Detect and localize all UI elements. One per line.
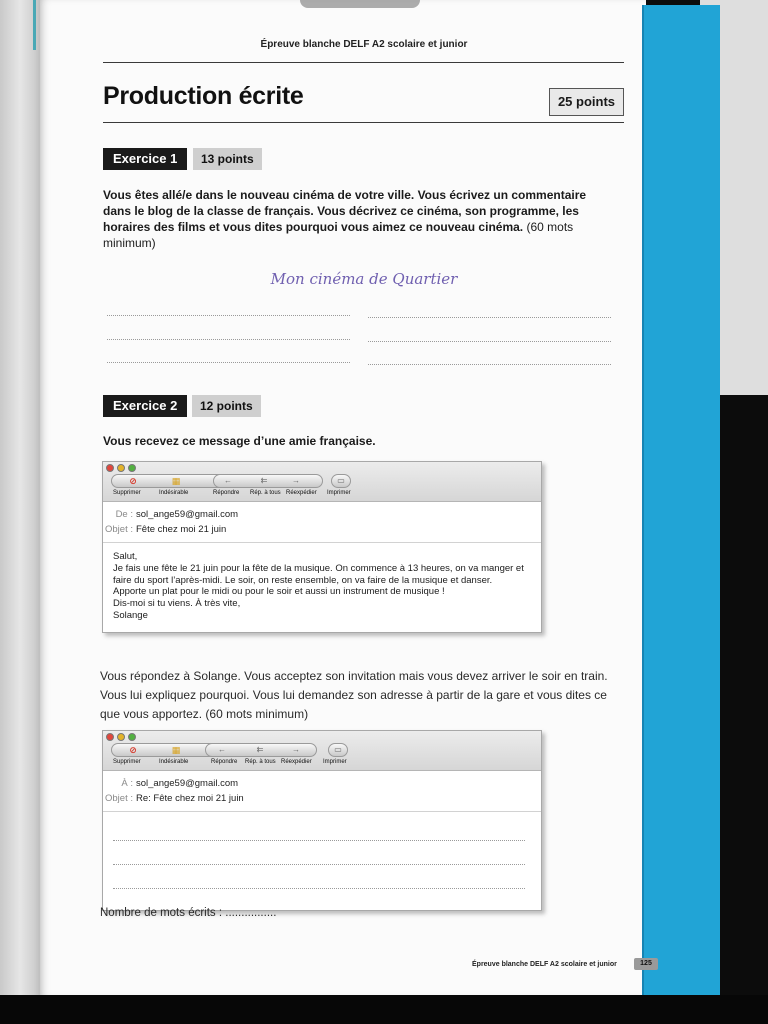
running-header: Épreuve blanche DELF A2 scolaire et junior [260, 39, 468, 50]
print-icon[interactable]: ▭ [334, 745, 342, 754]
from-address: sol_ange59@gmail.com [136, 509, 239, 520]
answer-line[interactable] [107, 339, 350, 340]
subject-label: Objet : [105, 793, 133, 804]
left-page-edge [0, 0, 42, 996]
word-count-label: Nombre de mots écrits : [100, 907, 223, 919]
email-paragraph: Je fais une fête le 21 juin pour la fête de la musique. On commence à 13 heures, on va manger et faire du sport l’après-midi. Le soir, on reste ensemble, on va faire de la musique et danser. [113, 562, 524, 586]
to-row [103, 776, 531, 791]
exercise-1-instructions-text: Vous êtes allé/e dans le nouveau cinéma de votre ville. Vous écrivez un commentaire dans le blog de la classe de français. Vous décrivez ce cinéma, son programme, les horaires des films et vous dites pourquoi vous aimez ce nouveau cinéma. [103, 188, 587, 234]
reply-all-icon[interactable]: ⇇ [260, 476, 268, 485]
reply-all-icon[interactable]: ⇇ [256, 745, 264, 754]
print-button-label[interactable]: Imprimer [323, 759, 347, 765]
junk-button-label[interactable]: Indésirable [159, 759, 189, 765]
subject-value[interactable]: Re: Fête chez moi 21 juin [136, 793, 244, 804]
page-number: 125 [634, 958, 658, 970]
handwritten-answer-title: Mon cinéma de Quartier [270, 270, 458, 288]
page-edge-strip [642, 5, 720, 996]
word-count-row [100, 904, 620, 923]
close-window-icon[interactable] [106, 464, 114, 472]
email-toolbar [103, 731, 541, 771]
close-window-icon[interactable] [106, 733, 114, 741]
delete-button-label[interactable]: Supprimer [113, 759, 141, 765]
forward-button-label[interactable]: Réexpédier [286, 490, 317, 496]
answer-line[interactable] [368, 341, 611, 342]
reply-email-window [102, 730, 542, 911]
answer-line[interactable] [113, 888, 525, 889]
minimize-window-icon[interactable] [117, 464, 125, 472]
title-rule [103, 122, 624, 123]
reply-all-button-label[interactable]: Rép. à tous [250, 490, 281, 496]
answer-line[interactable] [368, 364, 611, 365]
exercise-2-task: Vous répondez à Solange. Vous acceptez son invitation mais vous devez arriver le soir en train. Vous lui expliquez pourquoi. Vous lui demandez son adresse à partir de la gare et vous dites ce que vous apportez. (60 mots minimum) [100, 669, 608, 721]
email-toolbar [103, 462, 541, 502]
print-icon[interactable]: ▭ [337, 476, 345, 485]
delete-button-label[interactable]: Supprimer [113, 490, 141, 496]
exercise-1-min-words: (60 mots minimum) [103, 220, 574, 250]
junk-icon[interactable]: ▦ [171, 745, 181, 755]
to-address[interactable]: sol_ange59@gmail.com [136, 778, 239, 789]
received-email-window [102, 461, 542, 633]
email-header-fields [103, 502, 541, 543]
reply-icon[interactable]: ← [224, 476, 232, 485]
answer-line[interactable] [107, 362, 350, 363]
word-count-blank[interactable]: ................ [225, 907, 277, 919]
exercise-1-instructions [103, 187, 613, 251]
scan-bottom-band [0, 995, 768, 1024]
subject-value: Fête chez moi 21 juin [136, 524, 227, 535]
email-body [103, 543, 541, 632]
zoom-window-icon[interactable] [128, 464, 136, 472]
forward-button-label[interactable]: Réexpédier [281, 759, 312, 765]
delete-icon[interactable]: ⊘ [129, 745, 137, 755]
exercise-1-label: Exercice 1 [103, 148, 187, 170]
forward-icon[interactable]: → [292, 745, 300, 754]
running-footer: Épreuve blanche DELF A2 scolaire et junior [472, 961, 617, 968]
subject-row [103, 791, 531, 806]
exercise-2-label: Exercice 2 [103, 395, 187, 417]
email-greeting: Salut, [113, 551, 138, 562]
delete-icon[interactable]: ⊘ [129, 476, 137, 486]
answer-line[interactable] [113, 864, 525, 865]
window-controls [106, 733, 136, 741]
print-button-label[interactable]: Imprimer [327, 490, 351, 496]
forward-icon[interactable]: → [292, 476, 300, 485]
reply-all-button-label[interactable]: Rép. à tous [245, 759, 276, 765]
email-header-fields [103, 771, 541, 812]
from-label: De : [115, 509, 133, 520]
exercise-2-intro: Vous recevez ce message d’une amie française. [103, 434, 376, 448]
header-rule [103, 62, 624, 63]
junk-button-label[interactable]: Indésirable [159, 490, 189, 496]
subject-row [103, 522, 531, 537]
exercise-2-points: 12 points [192, 395, 261, 417]
email-paragraph: Apporte un plat pour le midi ou pour le soir et aussi un instrument de musique ! [113, 586, 445, 598]
reply-icon[interactable]: ← [218, 745, 226, 754]
from-row [103, 507, 531, 522]
email-closing: Dis-moi si tu viens. À très vite, [113, 598, 241, 610]
reply-button-label[interactable]: Répondre [213, 490, 240, 496]
exercise-1-points: 13 points [193, 148, 262, 170]
subject-label: Objet : [105, 524, 133, 535]
section-points-badge: 25 points [549, 88, 624, 116]
minimize-window-icon[interactable] [117, 733, 125, 741]
to-label: À : [121, 778, 133, 789]
answer-line[interactable] [368, 317, 611, 318]
answer-line[interactable] [107, 315, 350, 316]
binder-clip [300, 0, 420, 8]
reply-writing-area[interactable] [103, 812, 541, 910]
junk-icon[interactable]: ▦ [171, 476, 181, 486]
reply-button-label[interactable]: Répondre [211, 759, 238, 765]
window-controls [106, 464, 136, 472]
section-title: Production écrite [103, 82, 304, 110]
email-signature: Solange [113, 609, 148, 621]
zoom-window-icon[interactable] [128, 733, 136, 741]
answer-line[interactable] [113, 840, 525, 841]
